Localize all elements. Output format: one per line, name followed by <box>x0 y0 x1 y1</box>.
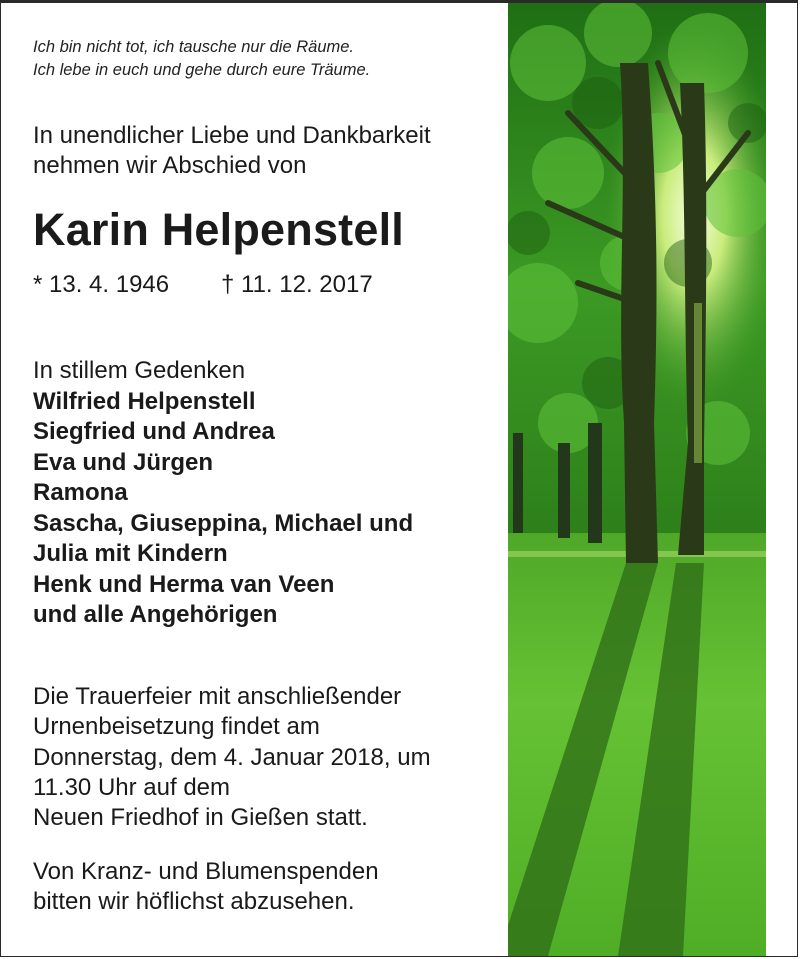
mourner-name: Sascha, Giuseppina, Michael und <box>33 509 414 537</box>
flowers-line: bitten wir höflichst abzusehen. <box>33 888 355 915</box>
intro-text <box>33 121 431 181</box>
mourners-block <box>33 356 413 631</box>
death-date: † 11. 12. 2017 <box>221 271 373 298</box>
mourner-name: Henk und Herma van Veen <box>33 570 335 598</box>
flowers-line: Von Kranz- und Blumenspenden <box>33 858 379 885</box>
intro-line: nehmen wir Abschied von <box>33 152 307 179</box>
service-line: Neuen Friedhof in Gießen statt. <box>33 804 368 832</box>
birth-date: * 13. 4. 1946 <box>33 271 170 298</box>
mourner-name: Siegfried und Andrea <box>33 418 275 445</box>
deceased-name: Karin Helpenstell <box>33 204 405 255</box>
service-line: Die Trauerfeier mit anschließender <box>33 683 402 710</box>
mourner-name: Eva und Jürgen <box>33 448 214 476</box>
mourners-heading: In stillem Gedenken <box>33 357 246 384</box>
service-line: Urnenbeisetzung findet am <box>33 713 320 741</box>
mourner-name: Julia mit Kindern <box>33 540 228 567</box>
flower-donation-note <box>33 857 379 917</box>
service-line: 11.30 Uhr auf dem <box>33 773 231 801</box>
mourner-name: Ramona <box>33 479 128 506</box>
service-line: Donnerstag, dem 4. Januar 2018, um <box>33 743 431 771</box>
funeral-service-info <box>33 682 431 833</box>
mourner-name: und alle Angehörigen <box>33 601 278 628</box>
memorial-quote <box>33 36 370 82</box>
quote-line: Ich lebe in euch und gehe durch eure Träume. <box>33 61 371 79</box>
mourner-name: Wilfried Helpenstell <box>33 387 256 415</box>
intro-line: In unendlicher Liebe und Dankbarkeit <box>33 122 431 149</box>
quote-line: Ich bin nicht tot, ich tausche nur die Räume. <box>33 38 355 56</box>
park-trees-photo <box>508 3 766 956</box>
